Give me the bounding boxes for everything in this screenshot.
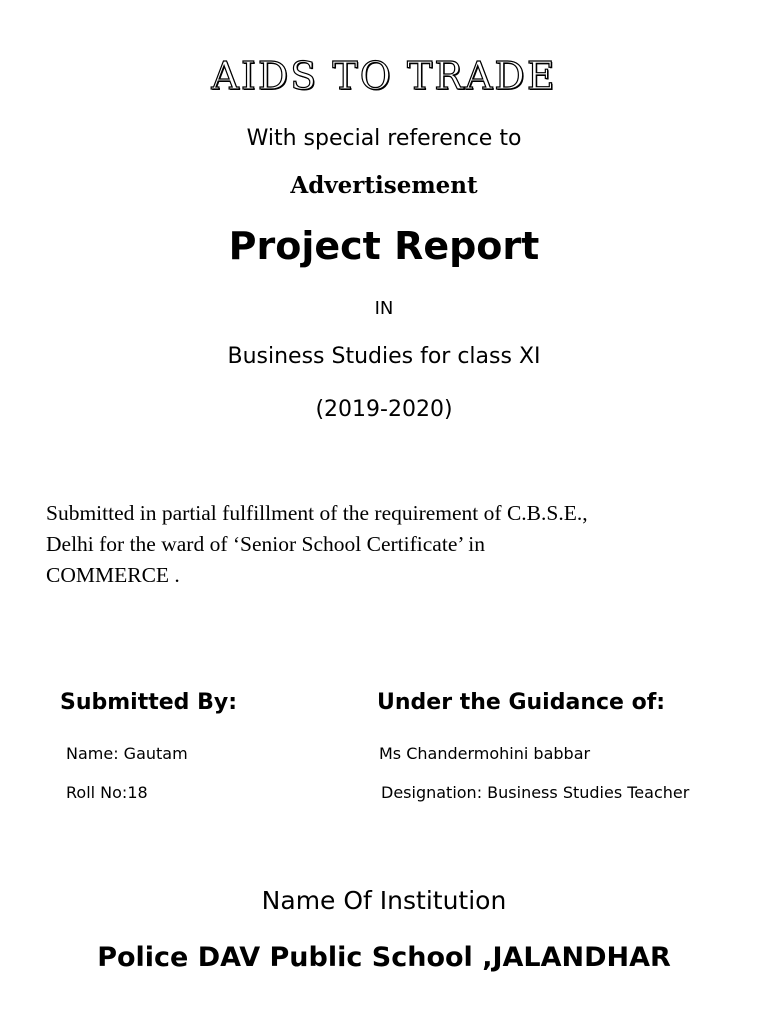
statement-line: Delhi for the ward of ‘Senior School Certificate’ in: [46, 532, 486, 556]
subtitle-reference: With special reference to: [246, 126, 522, 151]
institution-label: Name Of Institution: [261, 886, 507, 915]
teacher-designation: Designation: Business Studies Teacher: [381, 783, 690, 802]
guidance-heading: Under the Guidance of:: [377, 690, 666, 715]
submitted-by-heading: Submitted By:: [60, 690, 237, 715]
statement-line: Submitted in partial fulfillment of the requirement of C.B.S.E.,: [46, 501, 588, 525]
institution-name: Police DAV Public School ,JALANDHAR: [97, 942, 671, 973]
statement-line: COMMERCE .: [46, 563, 180, 587]
course-name: Business Studies for class XI: [227, 344, 541, 369]
in-label: IN: [374, 298, 394, 319]
student-name: Name: Gautam: [66, 744, 188, 763]
document-title: AIDS TO TRADE: [211, 54, 557, 98]
student-roll-number: Roll No:18: [66, 783, 148, 802]
report-heading: Project Report: [228, 224, 540, 268]
teacher-name: Ms Chandermohini babbar: [379, 744, 591, 763]
topic-title: Advertisement: [290, 172, 478, 199]
academic-session: (2019-2020): [315, 397, 453, 422]
submission-statement: [46, 498, 736, 591]
